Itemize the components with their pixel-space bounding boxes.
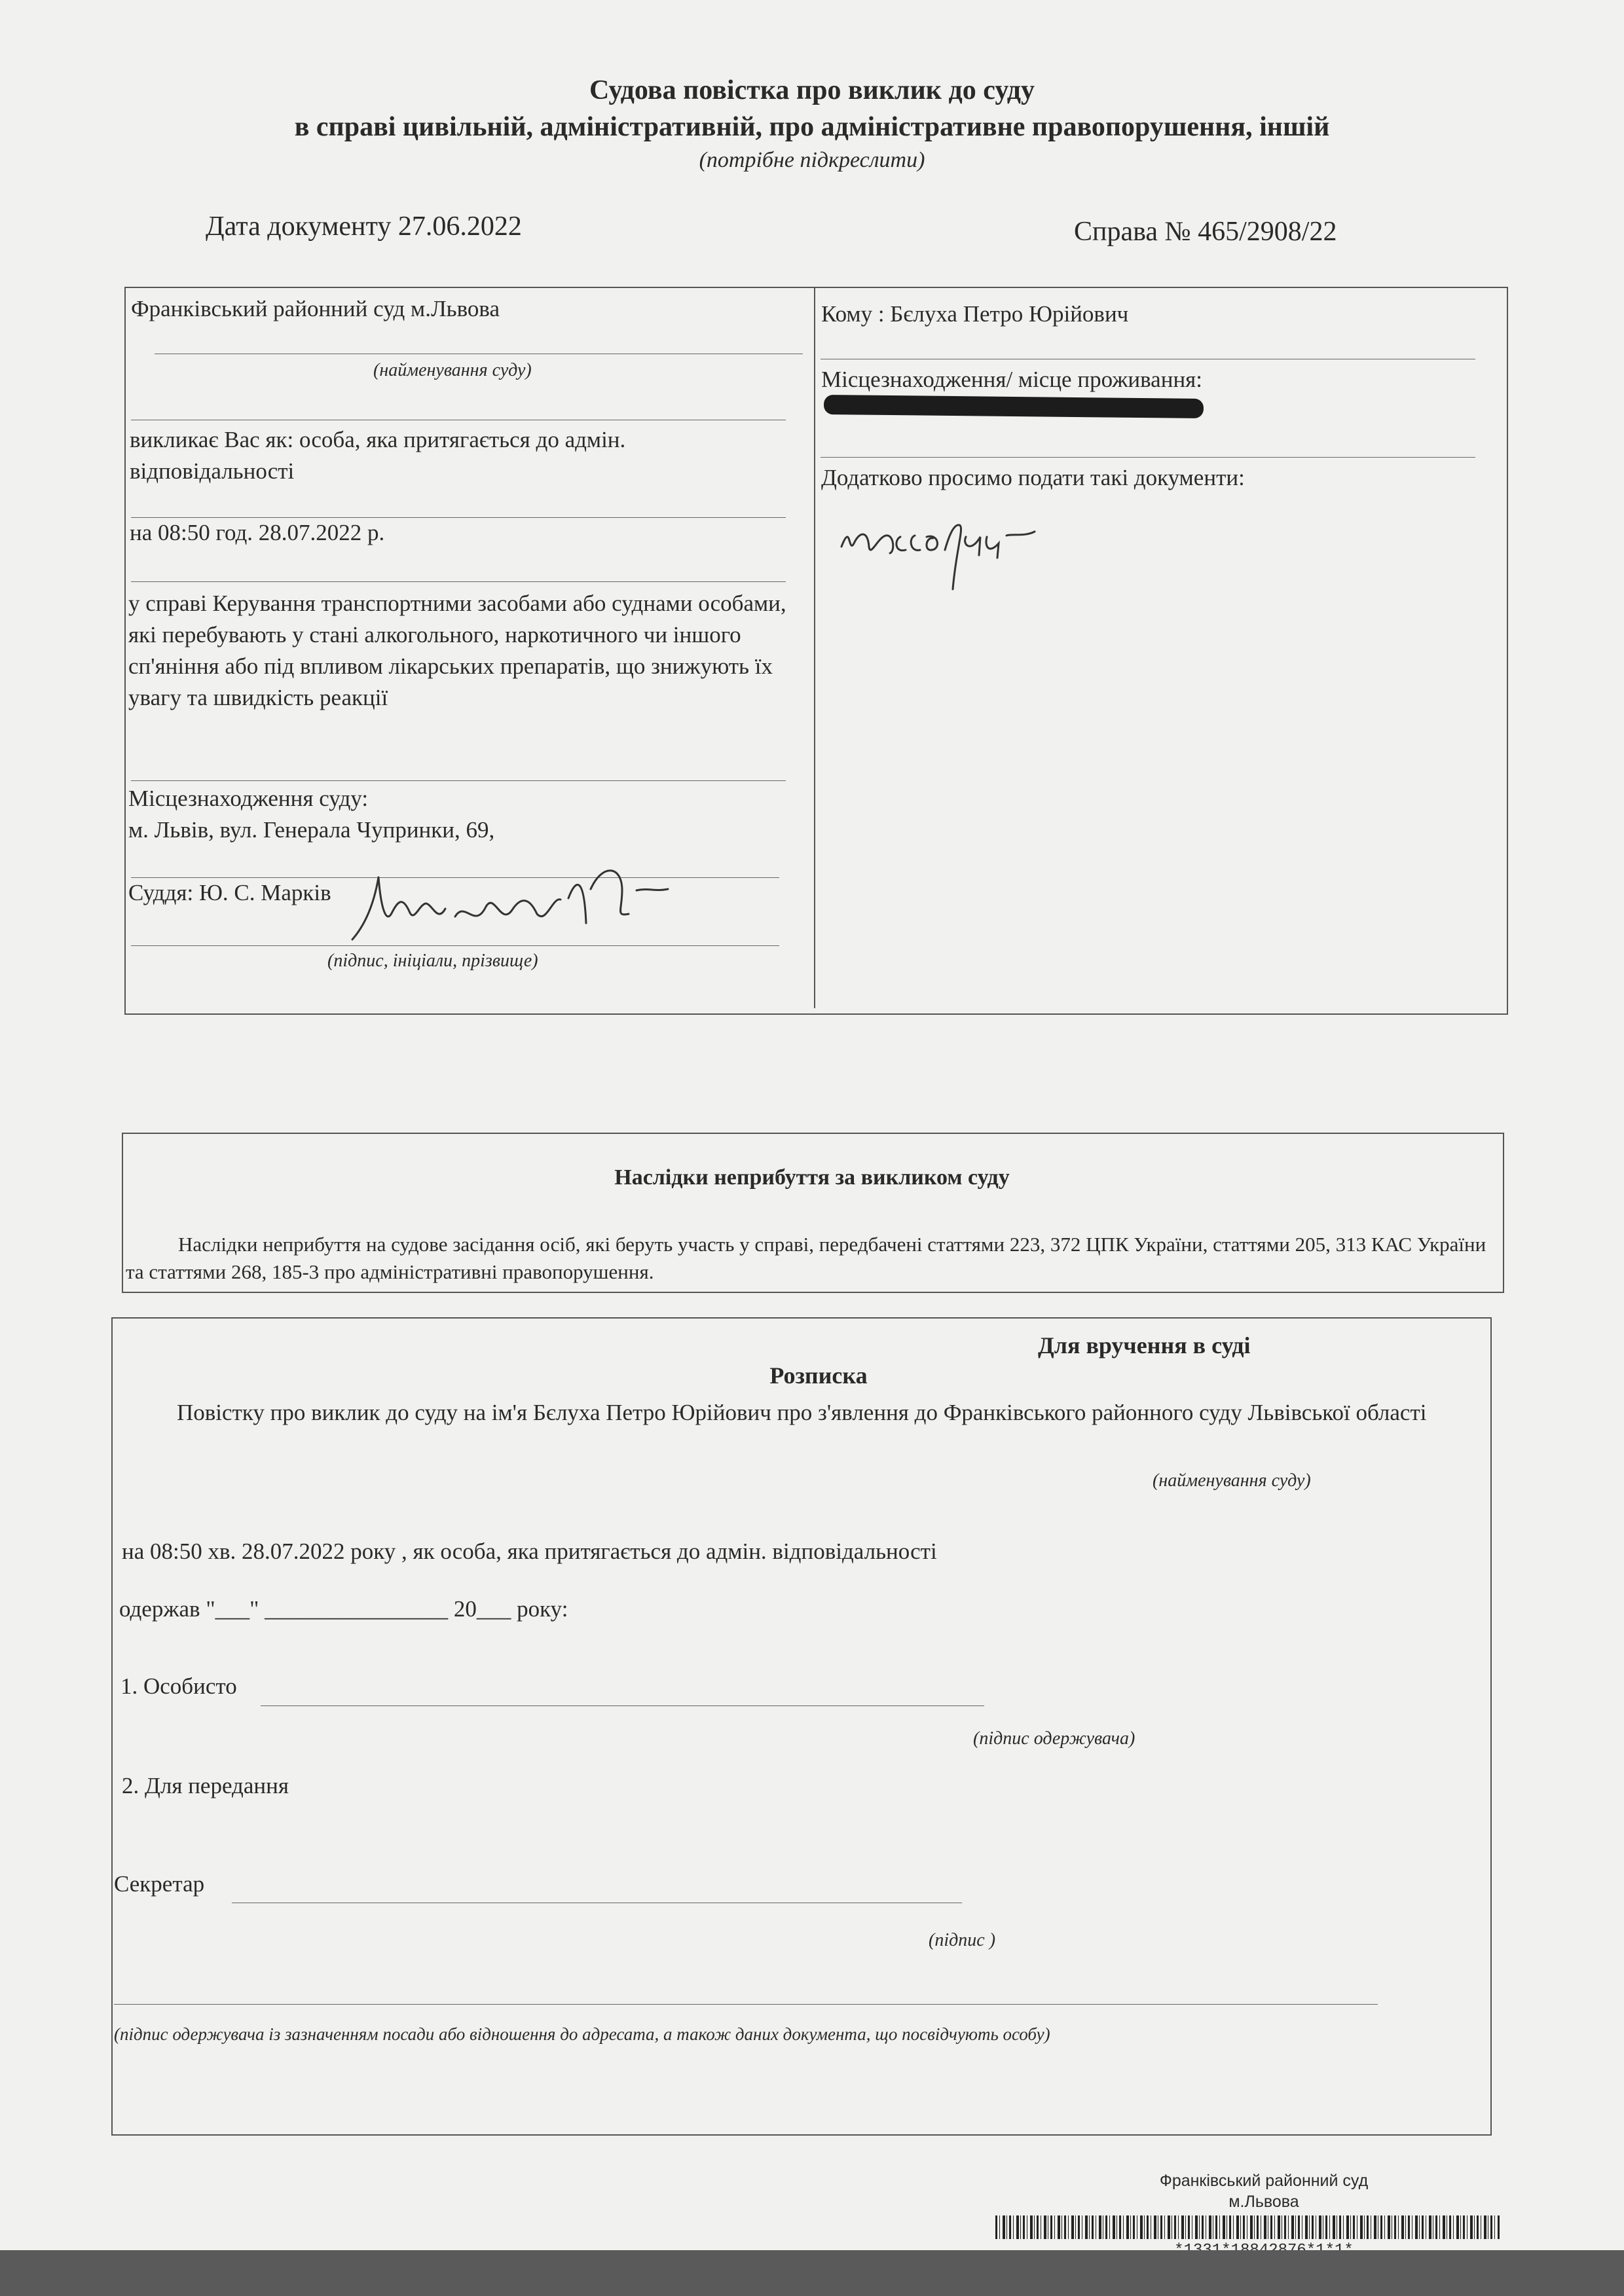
- extra-docs-label: Додатково просимо подати такі документи:: [821, 465, 1245, 490]
- scan-edge: [0, 2250, 1624, 2296]
- receipt-court-caption: (найменування суду): [1153, 1470, 1311, 1491]
- rule-6: [131, 945, 779, 946]
- rule-4: [131, 780, 786, 781]
- receipt-box: [111, 1317, 1492, 2136]
- bottom-caption: (підпис одержувача із зазначенням посади або відношення до адресата, а також даних документа, що посвідчують особу): [114, 2024, 1050, 2044]
- personally-sign-rule: [261, 1705, 984, 1706]
- rule-3: [131, 581, 786, 582]
- receipt-title: Розписка: [769, 1362, 868, 1389]
- judge-signature: [341, 851, 681, 956]
- court-name: Франківський районний суд м.Львова: [131, 296, 500, 321]
- receipt-time-line: на 08:50 хв. 28.07.2022 року , як особа, яка притягається до адмін. відповідальності: [122, 1539, 937, 1564]
- footer-court: [1100, 2170, 1428, 2212]
- footer-court-line2: м.Львова: [1228, 2193, 1299, 2211]
- court-location-label: Місцезнаходження суду:: [128, 786, 369, 811]
- column-divider: [814, 288, 815, 1008]
- rule-r2: [821, 457, 1475, 458]
- for-transfer-label: 2. Для передання: [122, 1773, 289, 1798]
- document-header: [0, 72, 1624, 175]
- consequences-text: Наслідки неприбуття на судове засідання осіб, які беруть участь у справі, передбачені статтями 223, 372 ЦПК України, статтями 205, 313 КАС України та статтями 268, 185-3 про адміністративні правопорушення.: [126, 1233, 1486, 1283]
- bottom-rule: [114, 2004, 1378, 2005]
- summons-as: викликає Вас як: особа, яка притягається до адмін. відповідальності: [130, 427, 626, 484]
- court-name-caption: (найменування суду): [373, 360, 532, 380]
- footer-court-line1: Франківський районний суд: [1159, 2172, 1369, 2190]
- redacted-address: [824, 395, 1204, 418]
- handwritten-passport: [835, 498, 1044, 596]
- received-line: одержав "___" ________________ 20___ року:: [119, 1596, 568, 1622]
- address-label: Місцезнаходження/ місце проживання:: [821, 367, 1202, 392]
- case-matter: у справі Керування транспортними засобами або суднами особами, які перебувають у стані алкогольного, наркотичного чи іншого сп'яніння або під впливом лікарських препаратів, що знижують їх увагу та швидкість реакції: [128, 591, 786, 710]
- recipient-sign-caption: (підпис одержувача): [973, 1728, 1135, 1749]
- court-location: м. Львів, вул. Генерала Чупринки, 69,: [128, 817, 495, 843]
- barcode: [995, 2215, 1500, 2239]
- document-date: Дата документу 27.06.2022: [206, 211, 522, 242]
- receipt-body: Повістку про виклик до суду на ім'я Бєлуха Петро Юрійович про з'явлення до Франківського районного суду Львівської області: [177, 1400, 1427, 1425]
- secretary-sign-caption: (підпис ): [929, 1930, 996, 1950]
- secretary-label: Секретар: [114, 1871, 205, 1897]
- judge-name: Суддя: Ю. С. Марків: [128, 880, 331, 905]
- recipient: Кому : Бєлуха Петро Юрійович: [821, 301, 1129, 327]
- personally-label: 1. Особисто: [120, 1673, 237, 1699]
- signature-caption: (підпис, ініціали, прізвище): [327, 951, 538, 971]
- for-court-label: Для вручення в суді: [1038, 1332, 1251, 1358]
- hearing-time: на 08:50 год. 28.07.2022 р.: [130, 520, 385, 545]
- document-title: Судова повістка про виклик до суду: [589, 75, 1035, 105]
- consequences-title: Наслідки неприбуття за викликом суду: [614, 1165, 1010, 1190]
- case-number: Справа № 465/2908/22: [1074, 217, 1337, 247]
- document-subtitle: в справі цивільній, адміністративній, про адміністративне правопорушення, іншій: [294, 112, 1330, 142]
- title-note: (потрібне підкреслити): [699, 148, 925, 172]
